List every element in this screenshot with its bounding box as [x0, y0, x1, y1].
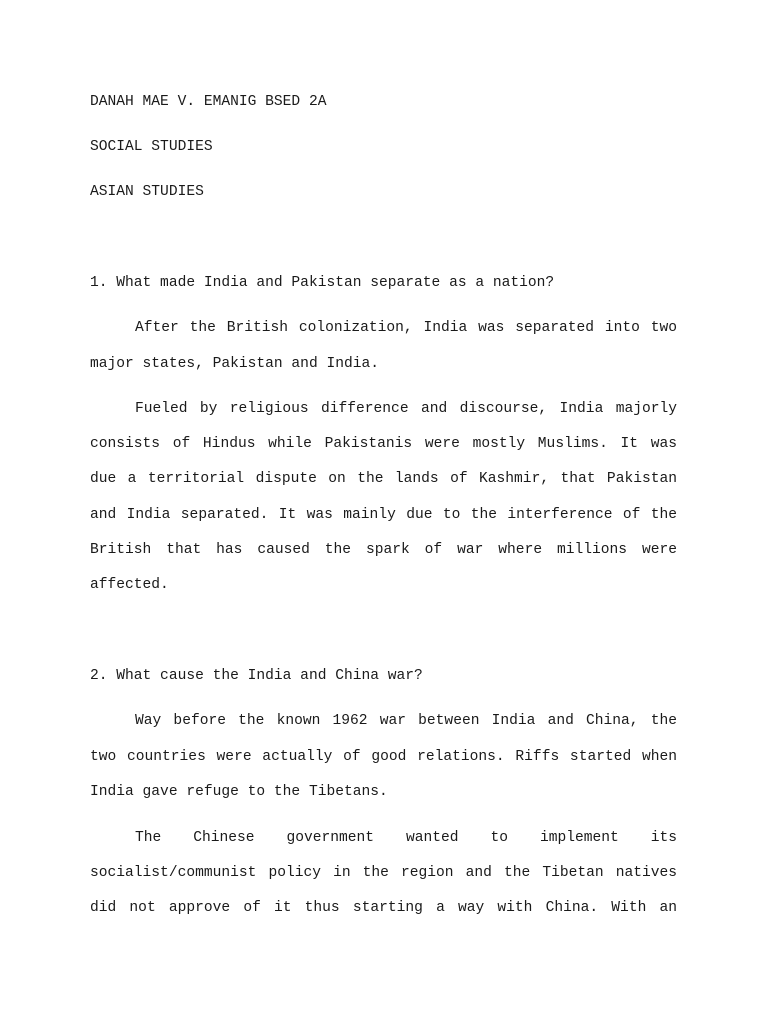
course-line: ASIAN STUDIES [90, 184, 204, 200]
q2-paragraph-1-line-2: two countries were actually of good relations. Riffs started when [90, 749, 677, 765]
q2-paragraph-1-line-3: India gave refuge to the Tibetans. [90, 784, 388, 800]
q1-paragraph-2-line-1: Fueled by religious difference and discourse, India majorly [135, 401, 677, 417]
q2-paragraph-2-line-1: The Chinese government wanted to implement its [135, 830, 677, 846]
subject-line: SOCIAL STUDIES [90, 139, 213, 155]
q2-paragraph-2-line-3: did not approve of it thus starting a way with China. With an [90, 900, 677, 916]
q1-paragraph-2-line-4: and India separated. It was mainly due to the interference of the [90, 507, 677, 523]
q1-paragraph-1-line-1: After the British colonization, India was separated into two [135, 320, 677, 336]
q1-paragraph-2-line-6: affected. [90, 577, 169, 593]
q2-paragraph-1-line-1: Way before the known 1962 war between India and China, the [135, 713, 677, 729]
q1-paragraph-2-line-2: consists of Hindus while Pakistanis were mostly Muslims. It was [90, 436, 677, 452]
q2-paragraph-2-line-2: socialist/communist policy in the region and the Tibetan natives [90, 865, 677, 881]
q1-paragraph-1-line-2: major states, Pakistan and India. [90, 356, 380, 372]
question-1-heading: 1. What made India and Pakistan separate as a nation? [90, 275, 555, 291]
question-2-heading: 2. What cause the India and China war? [90, 668, 423, 684]
student-name-line: DANAH MAE V. EMANIG BSED 2A [90, 94, 327, 110]
q1-paragraph-2-line-3: due a territorial dispute on the lands of Kashmir, that Pakistan [90, 471, 677, 487]
q1-paragraph-2-line-5: British that has caused the spark of war where millions were [90, 542, 677, 558]
